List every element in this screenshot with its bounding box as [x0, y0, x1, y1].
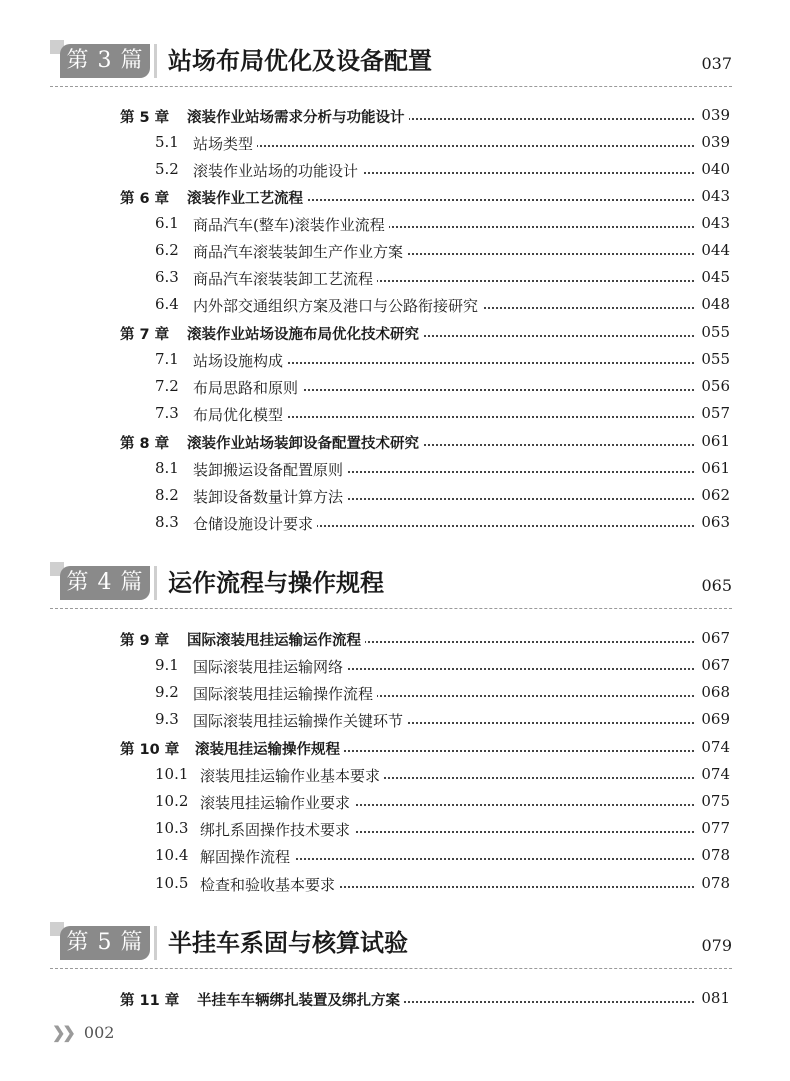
entry-page: 061 [695, 432, 730, 450]
entry-number: 10.5 [155, 874, 192, 892]
toc-chapter-entry[interactable] [0, 429, 790, 455]
entry-page: 040 [695, 160, 730, 178]
entry-page: 039 [695, 133, 730, 151]
entry-page: 067 [695, 629, 730, 647]
entry-number: 6.2 [155, 241, 183, 259]
entry-title: 布局优化模型 [193, 404, 287, 425]
toc-section-entry[interactable] [0, 211, 790, 237]
toc-section-entry[interactable] [0, 816, 790, 842]
entry-page: 057 [695, 404, 730, 422]
part-header-5 [50, 922, 732, 969]
entry-title: 商品汽车滚装装卸工艺流程 [193, 268, 377, 289]
toc-section-entry[interactable] [0, 292, 790, 318]
entry-number: 6.3 [155, 268, 183, 286]
toc-chapter-entry[interactable] [0, 103, 790, 129]
entry-number: 8.1 [155, 459, 183, 477]
entry-page: 069 [695, 710, 730, 728]
toc-chapter-entry[interactable] [0, 320, 790, 346]
entry-number: 第 11 章 [120, 989, 183, 1010]
toc-section-entry[interactable] [0, 483, 790, 509]
part-title: 站场布局优化及设备配置 [168, 47, 432, 75]
entry-page: 062 [695, 486, 730, 504]
entry-number: 10.2 [155, 792, 192, 810]
entry-page: 043 [695, 214, 730, 232]
entry-page: 074 [695, 738, 730, 756]
entry-title: 滚装甩挂运输操作规程 [195, 738, 344, 759]
part-header-4 [50, 562, 732, 609]
entry-page: 078 [695, 874, 730, 892]
entry-title: 内外部交通组织方案及港口与公路衔接研究 [193, 295, 482, 316]
page-footer [52, 1023, 114, 1042]
toc-section-entry[interactable] [0, 347, 790, 373]
entry-title: 布局思路和原则 [193, 377, 302, 398]
entry-title: 滚装作业站场设施布局优化技术研究 [187, 323, 423, 344]
entry-number: 9.3 [155, 710, 183, 728]
toc-section-entry[interactable] [0, 680, 790, 706]
toc-section-entry[interactable] [0, 265, 790, 291]
entry-page: 063 [695, 513, 730, 531]
part-page: 037 [701, 54, 732, 73]
toc-section-entry[interactable] [0, 456, 790, 482]
entry-page: 061 [695, 459, 730, 477]
entry-page: 055 [695, 350, 730, 368]
toc-chapter-entry[interactable] [0, 986, 790, 1012]
entry-number: 第 5 章 [120, 106, 173, 127]
toc-section-entry[interactable] [0, 157, 790, 183]
entry-number: 10.4 [155, 846, 192, 864]
entry-title: 滚装作业站场需求分析与功能设计 [187, 106, 409, 127]
part-title: 半挂车系固与核算试验 [168, 929, 408, 957]
entry-number: 10.3 [155, 819, 192, 837]
entry-number: 7.2 [155, 377, 183, 395]
entry-number: 9.1 [155, 656, 183, 674]
entry-page: 048 [695, 295, 730, 313]
entry-title: 滚装作业站场装卸设备配置技术研究 [187, 432, 423, 453]
entry-title: 半挂车车辆绑扎装置及绑扎方案 [197, 989, 404, 1010]
toc-section-entry[interactable] [0, 374, 790, 400]
toc-section-entry[interactable] [0, 843, 790, 869]
entry-page: 039 [695, 106, 730, 124]
entry-page: 044 [695, 241, 730, 259]
toc-section-entry[interactable] [0, 653, 790, 679]
entry-title: 滚装作业工艺流程 [187, 187, 307, 208]
entry-number: 7.3 [155, 404, 183, 422]
toc-section-entry[interactable] [0, 510, 790, 536]
toc-section-entry[interactable] [0, 871, 790, 897]
part-header-3 [50, 40, 732, 87]
part-tag-accent [154, 44, 157, 78]
entry-page: 068 [695, 683, 730, 701]
entry-number: 第 10 章 [120, 738, 183, 759]
entry-title: 站场设施构成 [193, 350, 287, 371]
toc-section-entry[interactable] [0, 762, 790, 788]
entry-number: 6.4 [155, 295, 183, 313]
entry-title: 检查和验收基本要求 [200, 874, 339, 895]
entry-title: 商品汽车(整车)滚装作业流程 [193, 214, 389, 235]
footer-page-number: 002 [83, 1023, 115, 1042]
entry-number: 第 7 章 [120, 323, 173, 344]
entry-title: 滚装甩挂运输作业要求 [200, 792, 354, 813]
entry-number: 8.2 [155, 486, 183, 504]
entry-page: 077 [695, 819, 730, 837]
entry-title: 滚装作业站场的功能设计 [193, 160, 362, 181]
entry-number: 6.1 [155, 214, 183, 232]
entry-page: 043 [695, 187, 730, 205]
part-tag-accent [154, 566, 157, 600]
entry-page: 078 [695, 846, 730, 864]
entry-title: 滚装甩挂运输作业基本要求 [200, 765, 384, 786]
entry-number: 10.1 [155, 765, 192, 783]
part-label: 第 5 篇 [60, 926, 150, 960]
part-label: 第 4 篇 [60, 566, 150, 600]
part-title: 运作流程与操作规程 [168, 569, 384, 597]
toc-section-entry[interactable] [0, 707, 790, 733]
entry-page: 075 [695, 792, 730, 810]
entry-title: 商品汽车滚装装卸生产作业方案 [193, 241, 407, 262]
entry-title: 仓储设施设计要求 [193, 513, 317, 534]
part-page: 065 [701, 576, 732, 595]
part-tag-accent [154, 926, 157, 960]
entry-number: 5.1 [155, 133, 183, 151]
entry-page: 067 [695, 656, 730, 674]
entry-title: 国际滚装甩挂运输运作流程 [187, 629, 365, 650]
entry-title: 国际滚装甩挂运输网络 [193, 656, 347, 677]
entry-number: 8.3 [155, 513, 183, 531]
toc-section-entry[interactable] [0, 401, 790, 427]
entry-page: 045 [695, 268, 730, 286]
entry-number: 5.2 [155, 160, 183, 178]
entry-number: 第 6 章 [120, 187, 173, 208]
part-page: 079 [701, 936, 732, 955]
entry-number: 第 9 章 [120, 629, 173, 650]
entry-title: 解固操作流程 [200, 846, 294, 867]
entry-page: 055 [695, 323, 730, 341]
toc-section-entry[interactable] [0, 238, 790, 264]
entry-title: 站场类型 [193, 133, 257, 154]
toc-chapter-entry[interactable] [0, 184, 790, 210]
entry-page: 056 [695, 377, 730, 395]
part-label: 第 3 篇 [60, 44, 150, 78]
entry-title: 国际滚装甩挂运输操作关键环节 [193, 710, 407, 731]
entry-page: 081 [695, 989, 730, 1007]
toc-section-entry[interactable] [0, 130, 790, 156]
entry-number: 9.2 [155, 683, 183, 701]
entry-title: 国际滚装甩挂运输操作流程 [193, 683, 377, 704]
toc-chapter-entry[interactable] [0, 735, 790, 761]
entry-title: 装卸设备数量计算方法 [193, 486, 347, 507]
entry-number: 第 8 章 [120, 432, 173, 453]
toc-section-entry[interactable] [0, 789, 790, 815]
double-chevron-icon: ❯❯ [52, 1023, 73, 1042]
entry-title: 绑扎系固操作技术要求 [200, 819, 354, 840]
toc-chapter-entry[interactable] [0, 626, 790, 652]
entry-number: 7.1 [155, 350, 183, 368]
entry-title: 装卸搬运设备配置原则 [193, 459, 347, 480]
entry-page: 074 [695, 765, 730, 783]
